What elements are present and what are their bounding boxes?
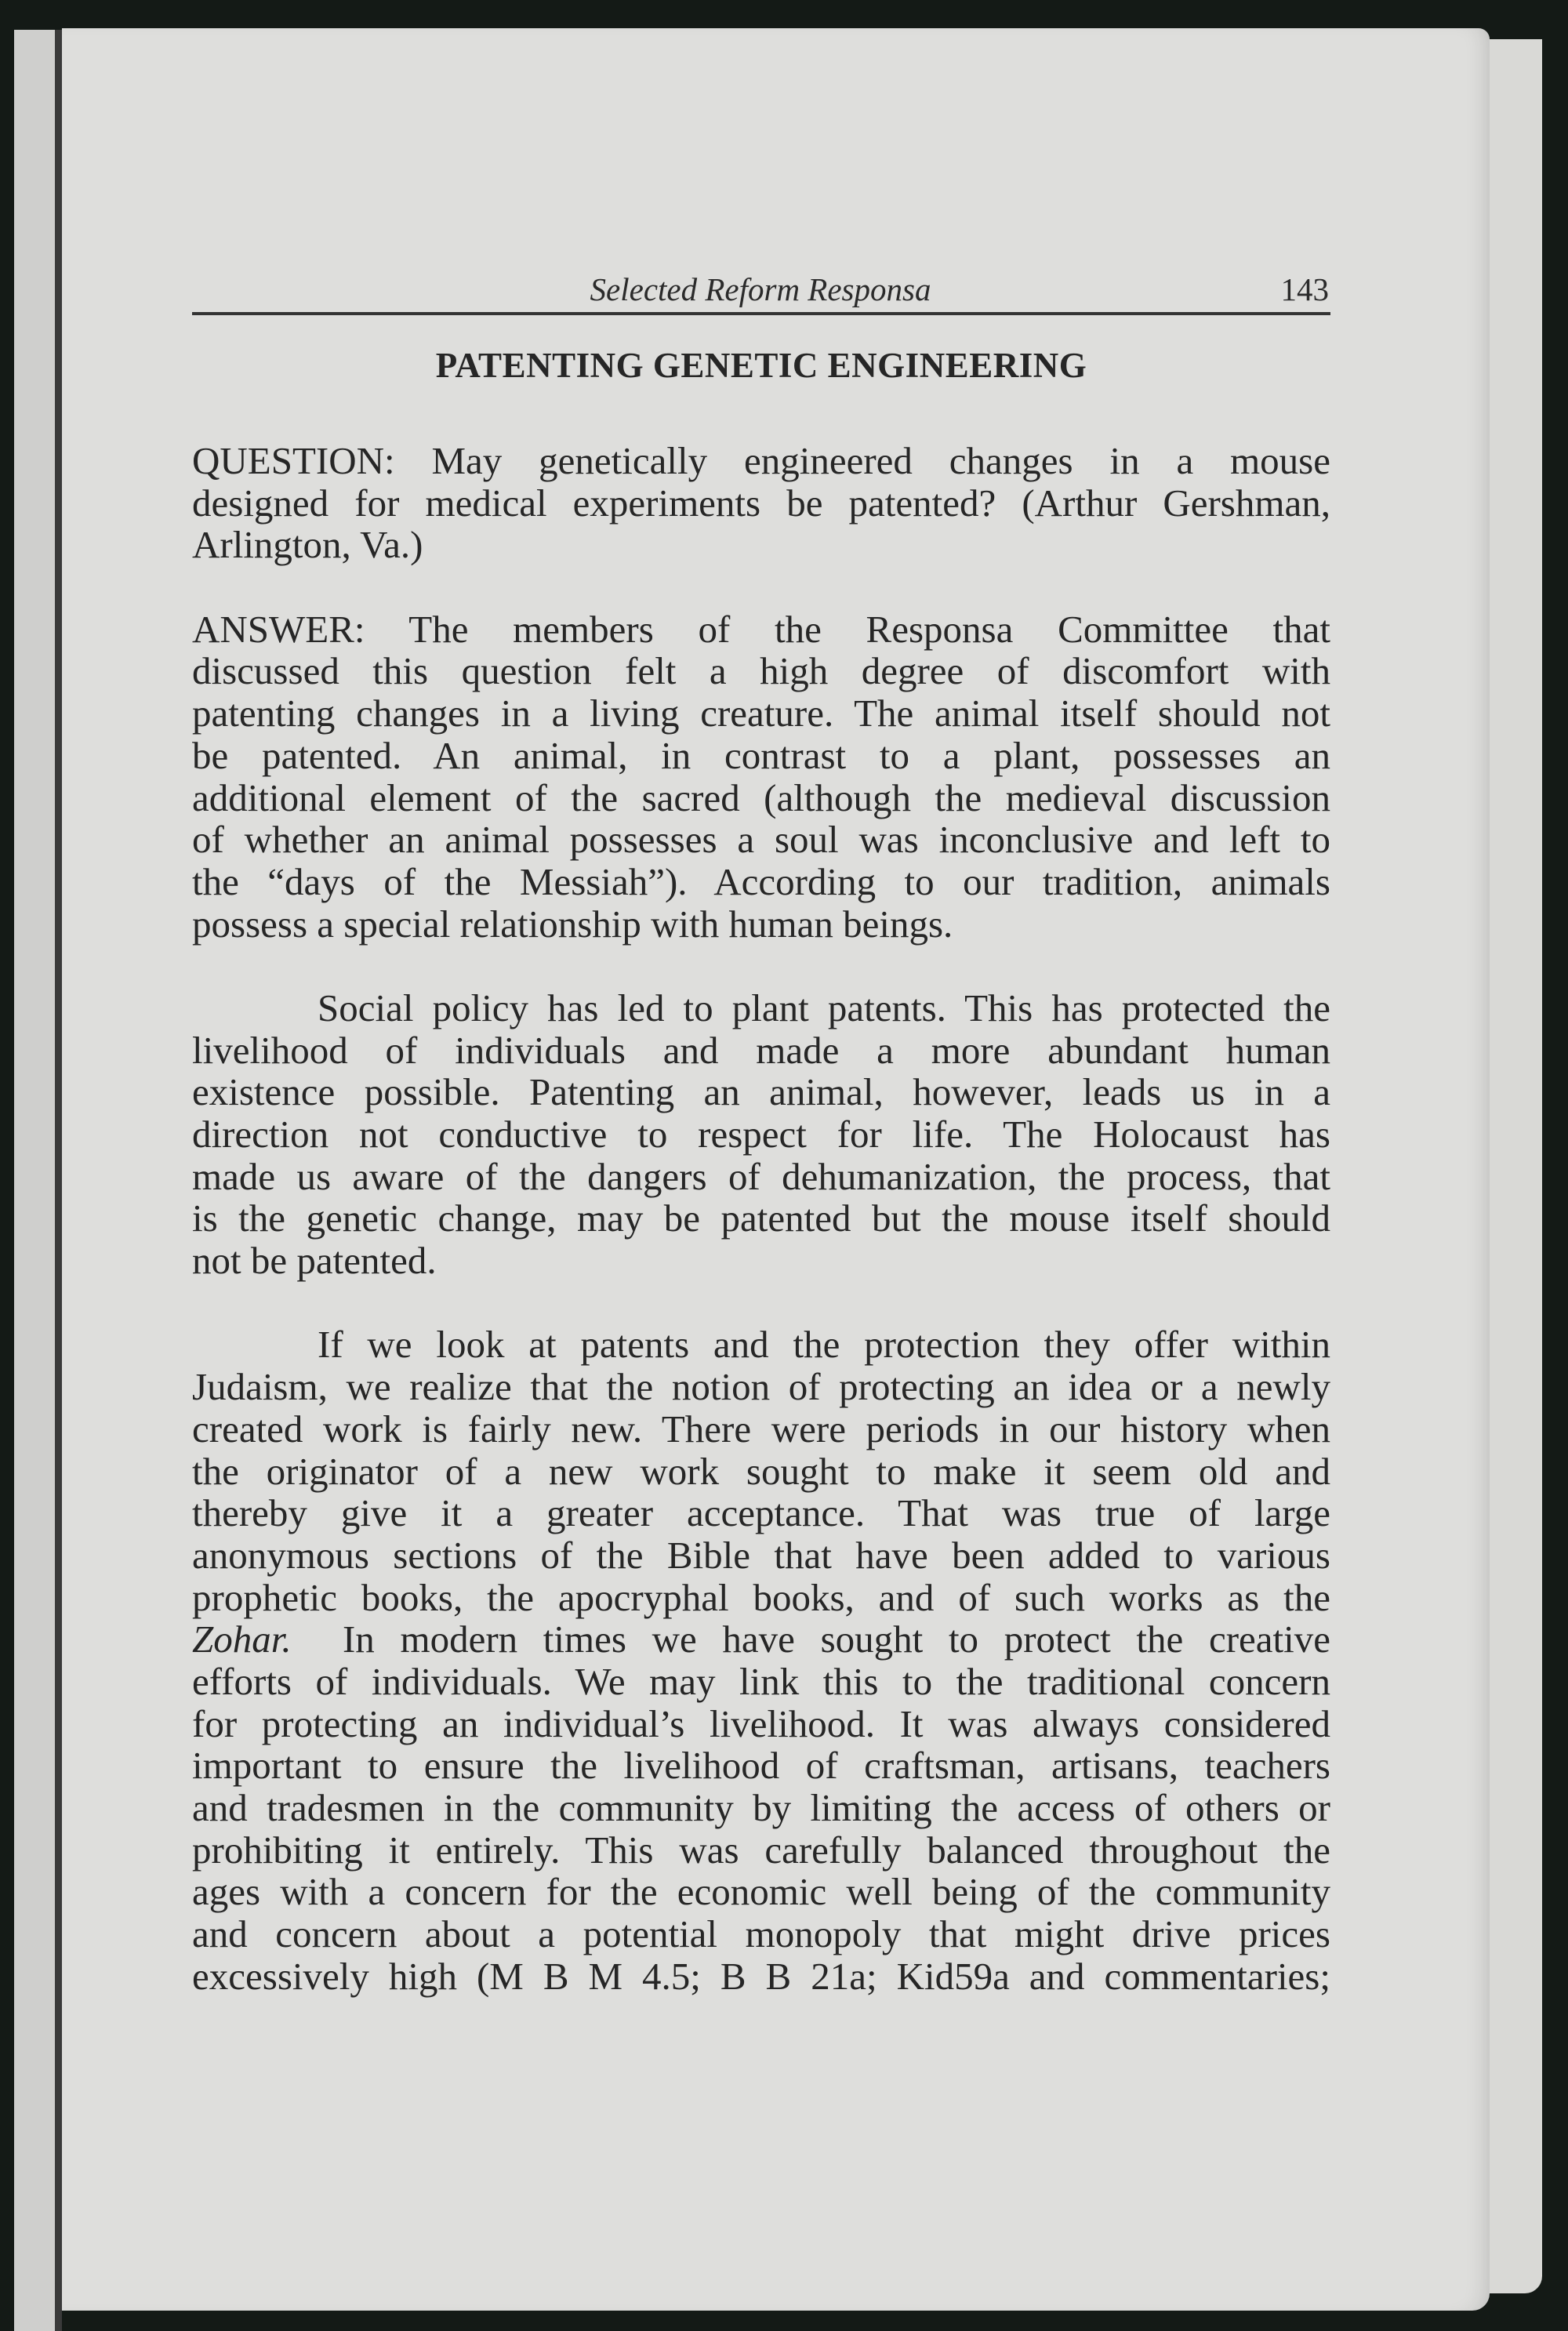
text-line: ANSWER: The members of the Responsa Committee that xyxy=(192,607,1330,651)
text-line: made us aware of the dangers of dehumanization, the process, that xyxy=(192,1154,1330,1198)
paragraph-gap xyxy=(192,1282,1330,1324)
text-line: is the genetic change, may be patented but the mouse itself should xyxy=(192,1196,1330,1240)
text-line: Social policy has led to plant patents. This has protected the xyxy=(318,986,1330,1029)
article-title: PATENTING GENETIC ENGINEERING xyxy=(435,346,1087,385)
running-head xyxy=(192,270,1329,314)
text-line xyxy=(192,1618,1330,1661)
text-line: QUESTION: May genetically engineered changes in a mouse xyxy=(192,439,1330,482)
text-line: the originator of a new work sought to make it seem old and xyxy=(192,1449,1330,1493)
text-line: discussed this question felt a high degree of discomfort with xyxy=(192,649,1330,693)
text-line: If we look at patents and the protection they offer within xyxy=(318,1323,1330,1367)
header-rule xyxy=(192,312,1330,315)
previous-page-edge xyxy=(14,30,61,2331)
text-line: designed for medical experiments be patented? (Arthur Gershman, xyxy=(192,481,1330,525)
article-body xyxy=(192,440,1330,1997)
text-line: created work is fairly new. There were periods in our history when xyxy=(192,1407,1330,1451)
text-line: important to ensure the livelihood of craftsman, artisans, teachers xyxy=(192,1744,1330,1788)
paragraph xyxy=(192,440,1330,566)
text-line: of whether an animal possesses a soul was inconclusive and left to xyxy=(192,818,1330,862)
page-number: 143 xyxy=(1280,271,1329,307)
text-line: and concern about a potential monopoly that might drive prices xyxy=(192,1912,1330,1956)
text-line: the “days of the Messiah”). According to our tradition, animals xyxy=(192,859,1330,903)
paragraph xyxy=(192,1323,1330,1997)
italic-title: Zohar. xyxy=(192,1618,292,1661)
text-line: thereby give it a greater acceptance. That was true of large xyxy=(192,1491,1330,1535)
text-line: for protecting an individual’s livelihood. It was always considered xyxy=(192,1701,1330,1745)
text-line: existence possible. Patenting an animal, however, leads us in a xyxy=(192,1070,1330,1114)
text-line: prohibiting it entirely. This was carefully balanced throughout the xyxy=(192,1828,1330,1872)
text-line: be patented. An animal, in contrast to a plant, possesses an xyxy=(192,733,1330,777)
text-line: possess a special relationship with human beings. xyxy=(192,902,953,946)
text-line: direction not conductive to respect for life. The Holocaust has xyxy=(192,1113,1330,1156)
text-line: anonymous sections of the Bible that have been added to various xyxy=(192,1533,1330,1577)
text-line: Judaism, we realize that the notion of protecting an idea or a newly xyxy=(192,1365,1330,1409)
text-line: patenting changes in a living creature. The animal itself should not xyxy=(192,692,1330,735)
book-gutter xyxy=(55,30,62,2331)
text-line: livelihood of individuals and made a more abundant human xyxy=(192,1028,1330,1072)
paragraph xyxy=(192,608,1330,946)
text-line: efforts of individuals. We may link this to the traditional concern xyxy=(192,1659,1330,1703)
text-line: Arlington, Va.) xyxy=(192,523,423,567)
text-line: prophetic books, the apocryphal books, and of such works as the xyxy=(192,1575,1330,1619)
text-line: excessively high (M B M 4.5; B B 21a; Kid59a and commentaries; xyxy=(192,1954,1330,1998)
text-line: not be patented. xyxy=(192,1239,437,1283)
paragraph xyxy=(192,987,1330,1282)
paragraph-gap xyxy=(192,945,1330,987)
running-head-title: Selected Reform Responsa xyxy=(590,271,931,307)
text-line: ages with a concern for the economic well being of the community xyxy=(192,1870,1330,1914)
text-line: additional element of the sacred (although the medieval discussion xyxy=(192,775,1330,819)
text-line: and tradesmen in the community by limiting the access of others or xyxy=(192,1786,1330,1829)
paragraph-gap xyxy=(192,566,1330,608)
line-rest: In modern times we have sought to protect the creative xyxy=(291,1618,1330,1661)
